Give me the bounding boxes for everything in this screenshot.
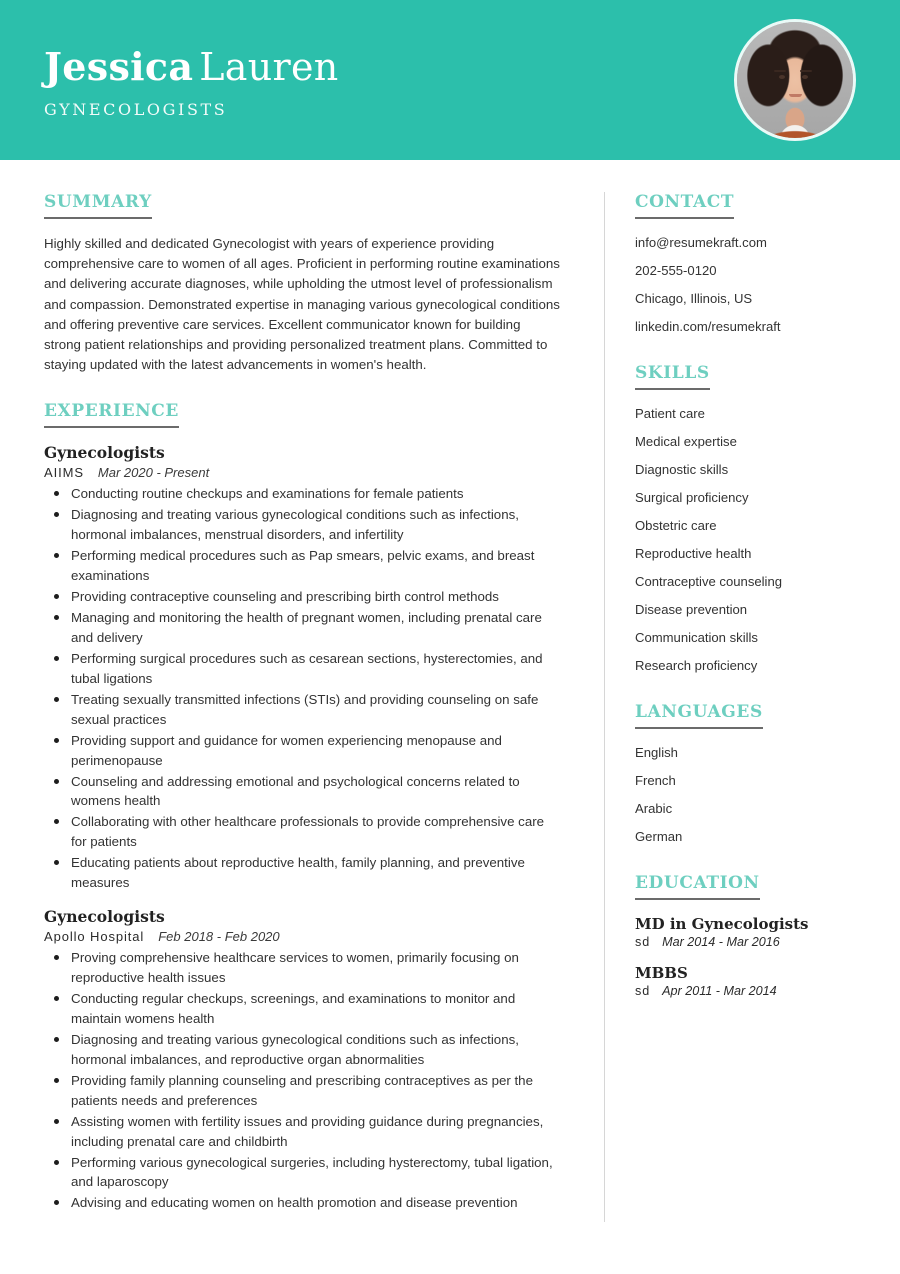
skill-item: Surgical proficiency	[635, 489, 749, 505]
header-text-block	[44, 41, 734, 119]
experience-company: Apollo Hospital	[44, 929, 145, 945]
section-languages	[635, 702, 872, 847]
experience-entry	[44, 907, 560, 1213]
experience-bullet: Managing and monitoring the health of pregnant women, including prenatal care and delivery	[44, 608, 560, 648]
education-school: sd	[635, 934, 651, 949]
experience-entry	[44, 443, 560, 893]
resume-body	[0, 160, 900, 1239]
education-degree: MBBS	[635, 963, 688, 982]
experience-bullet: Performing surgical procedures such as cesarean sections, hysterectomies, and tubal ligations	[44, 649, 560, 689]
skill-item: Obstetric care	[635, 517, 717, 533]
avatar-photo	[737, 22, 853, 138]
experience-bullet: Providing contraceptive counseling and prescribing birth control methods	[44, 587, 560, 607]
header-job-title: GYNECOLOGISTS	[44, 99, 228, 119]
education-entry	[635, 915, 872, 949]
experience-bullet: Conducting regular checkups, screenings, and examinations to monitor and maintain womens health	[44, 989, 560, 1029]
experience-bullet: Providing family planning counseling and prescribing contraceptives as per the patients needs and preferences	[44, 1071, 560, 1111]
summary-heading: SUMMARY	[44, 192, 152, 219]
skills-list	[635, 405, 872, 676]
skills-heading: SKILLS	[635, 363, 710, 390]
experience-heading: EXPERIENCE	[44, 401, 179, 428]
education-list	[635, 915, 872, 998]
education-degree: MD in Gynecologists	[635, 914, 809, 933]
skill-item: Contraceptive counseling	[635, 573, 783, 589]
avatar-brow-right-icon	[800, 70, 812, 73]
experience-role: Gynecologists	[44, 907, 165, 927]
experience-dates: Feb 2018 - Feb 2020	[158, 929, 280, 945]
experience-bullet: Counseling and addressing emotional and psychological concerns related to womens health	[44, 772, 560, 812]
languages-heading: LANGUAGES	[635, 702, 763, 729]
contact-heading: CONTACT	[635, 192, 734, 219]
experience-bullet: Performing medical procedures such as Pap smears, pelvic exams, and breast examinations	[44, 546, 560, 586]
section-experience	[44, 401, 560, 1213]
education-dates: Apr 2011 - Mar 2014	[662, 983, 777, 998]
experience-bullet: Advising and educating women on health promotion and disease prevention	[44, 1193, 560, 1213]
experience-bullet-list	[44, 948, 560, 1213]
main-column	[0, 192, 604, 1239]
language-item: German	[635, 828, 683, 844]
last-name: Lauren	[199, 45, 339, 90]
summary-text: Highly skilled and dedicated Gynecologist with years of experience providing comprehensive care to women of all ages. Proficient in performing routine examinations and delivering accurate diagnoses, while upholding the utmost level of professionalism and compassion. Demonstrated expertise in managing various gynecological conditions and offering preventive care services. Excellent communicator known for building strong patient relationships and providing personalized treatment plans. Committed to staying updated with the latest advancements in women's health.	[44, 236, 560, 373]
education-dates: Mar 2014 - Mar 2016	[662, 934, 780, 949]
skill-item: Research proficiency	[635, 657, 758, 673]
experience-bullet: Collaborating with other healthcare professionals to provide comprehensive care for patients	[44, 812, 560, 852]
sidebar-column	[605, 192, 900, 1024]
language-item: English	[635, 744, 678, 760]
contact-item: linkedin.com/resumekraft	[635, 318, 781, 334]
skill-item: Patient care	[635, 405, 705, 421]
education-entry	[635, 964, 872, 998]
education-meta	[635, 984, 872, 998]
section-education	[635, 873, 872, 998]
contact-item: 202-555-0120	[635, 262, 717, 278]
resume-header	[0, 0, 900, 160]
contact-list	[635, 234, 872, 337]
experience-bullet: Providing support and guidance for women experiencing menopause and perimenopause	[44, 731, 560, 771]
skill-item: Reproductive health	[635, 545, 752, 561]
experience-bullet: Educating patients about reproductive health, family planning, and preventive measures	[44, 853, 560, 893]
contact-item: Chicago, Illinois, US	[635, 290, 753, 306]
contact-item: info@resumekraft.com	[635, 235, 767, 250]
experience-bullet: Conducting routine checkups and examinations for female patients	[44, 484, 560, 504]
experience-bullet: Performing various gynecological surgeries, including hysterectomy, tubal ligation, and laparoscopy	[44, 1153, 560, 1193]
first-name: Jessica	[44, 44, 194, 90]
avatar-brow-left-icon	[774, 70, 786, 73]
experience-list	[44, 443, 560, 1213]
experience-bullet: Assisting women with fertility issues and providing guidance during pregnancies, including prenatal care and childbirth	[44, 1112, 560, 1152]
experience-bullet: Proving comprehensive healthcare services to women, primarily focusing on reproductive health issues	[44, 948, 560, 988]
experience-bullet: Diagnosing and treating various gynecological conditions such as infections, hormonal imbalances, and reproductive organ abnormalities	[44, 1030, 560, 1070]
skill-item: Diagnostic skills	[635, 461, 729, 477]
skill-item: Disease prevention	[635, 601, 748, 617]
page-title	[44, 44, 734, 90]
section-contact	[635, 192, 872, 337]
education-heading: EDUCATION	[635, 873, 760, 900]
language-item: French	[635, 772, 676, 788]
section-summary	[44, 192, 560, 375]
language-item: Arabic	[635, 800, 673, 816]
education-school: sd	[635, 983, 651, 998]
avatar	[734, 19, 856, 141]
experience-bullet: Treating sexually transmitted infections (STIs) and providing counseling on safe sexual practices	[44, 690, 560, 730]
experience-role: Gynecologists	[44, 443, 165, 463]
avatar-mouth-icon	[789, 94, 802, 97]
skill-item: Medical expertise	[635, 433, 737, 449]
experience-meta	[44, 929, 560, 944]
experience-company: AIIMS	[44, 465, 84, 481]
skill-item: Communication skills	[635, 629, 758, 645]
experience-dates: Mar 2020 - Present	[97, 465, 210, 481]
languages-list	[635, 744, 872, 847]
section-skills	[635, 363, 872, 676]
experience-bullet-list	[44, 484, 560, 893]
experience-meta	[44, 465, 560, 480]
experience-bullet: Diagnosing and treating various gynecological conditions such as infections, hormonal imbalances, menstrual disorders, and infertility	[44, 505, 560, 545]
education-meta	[635, 935, 872, 949]
